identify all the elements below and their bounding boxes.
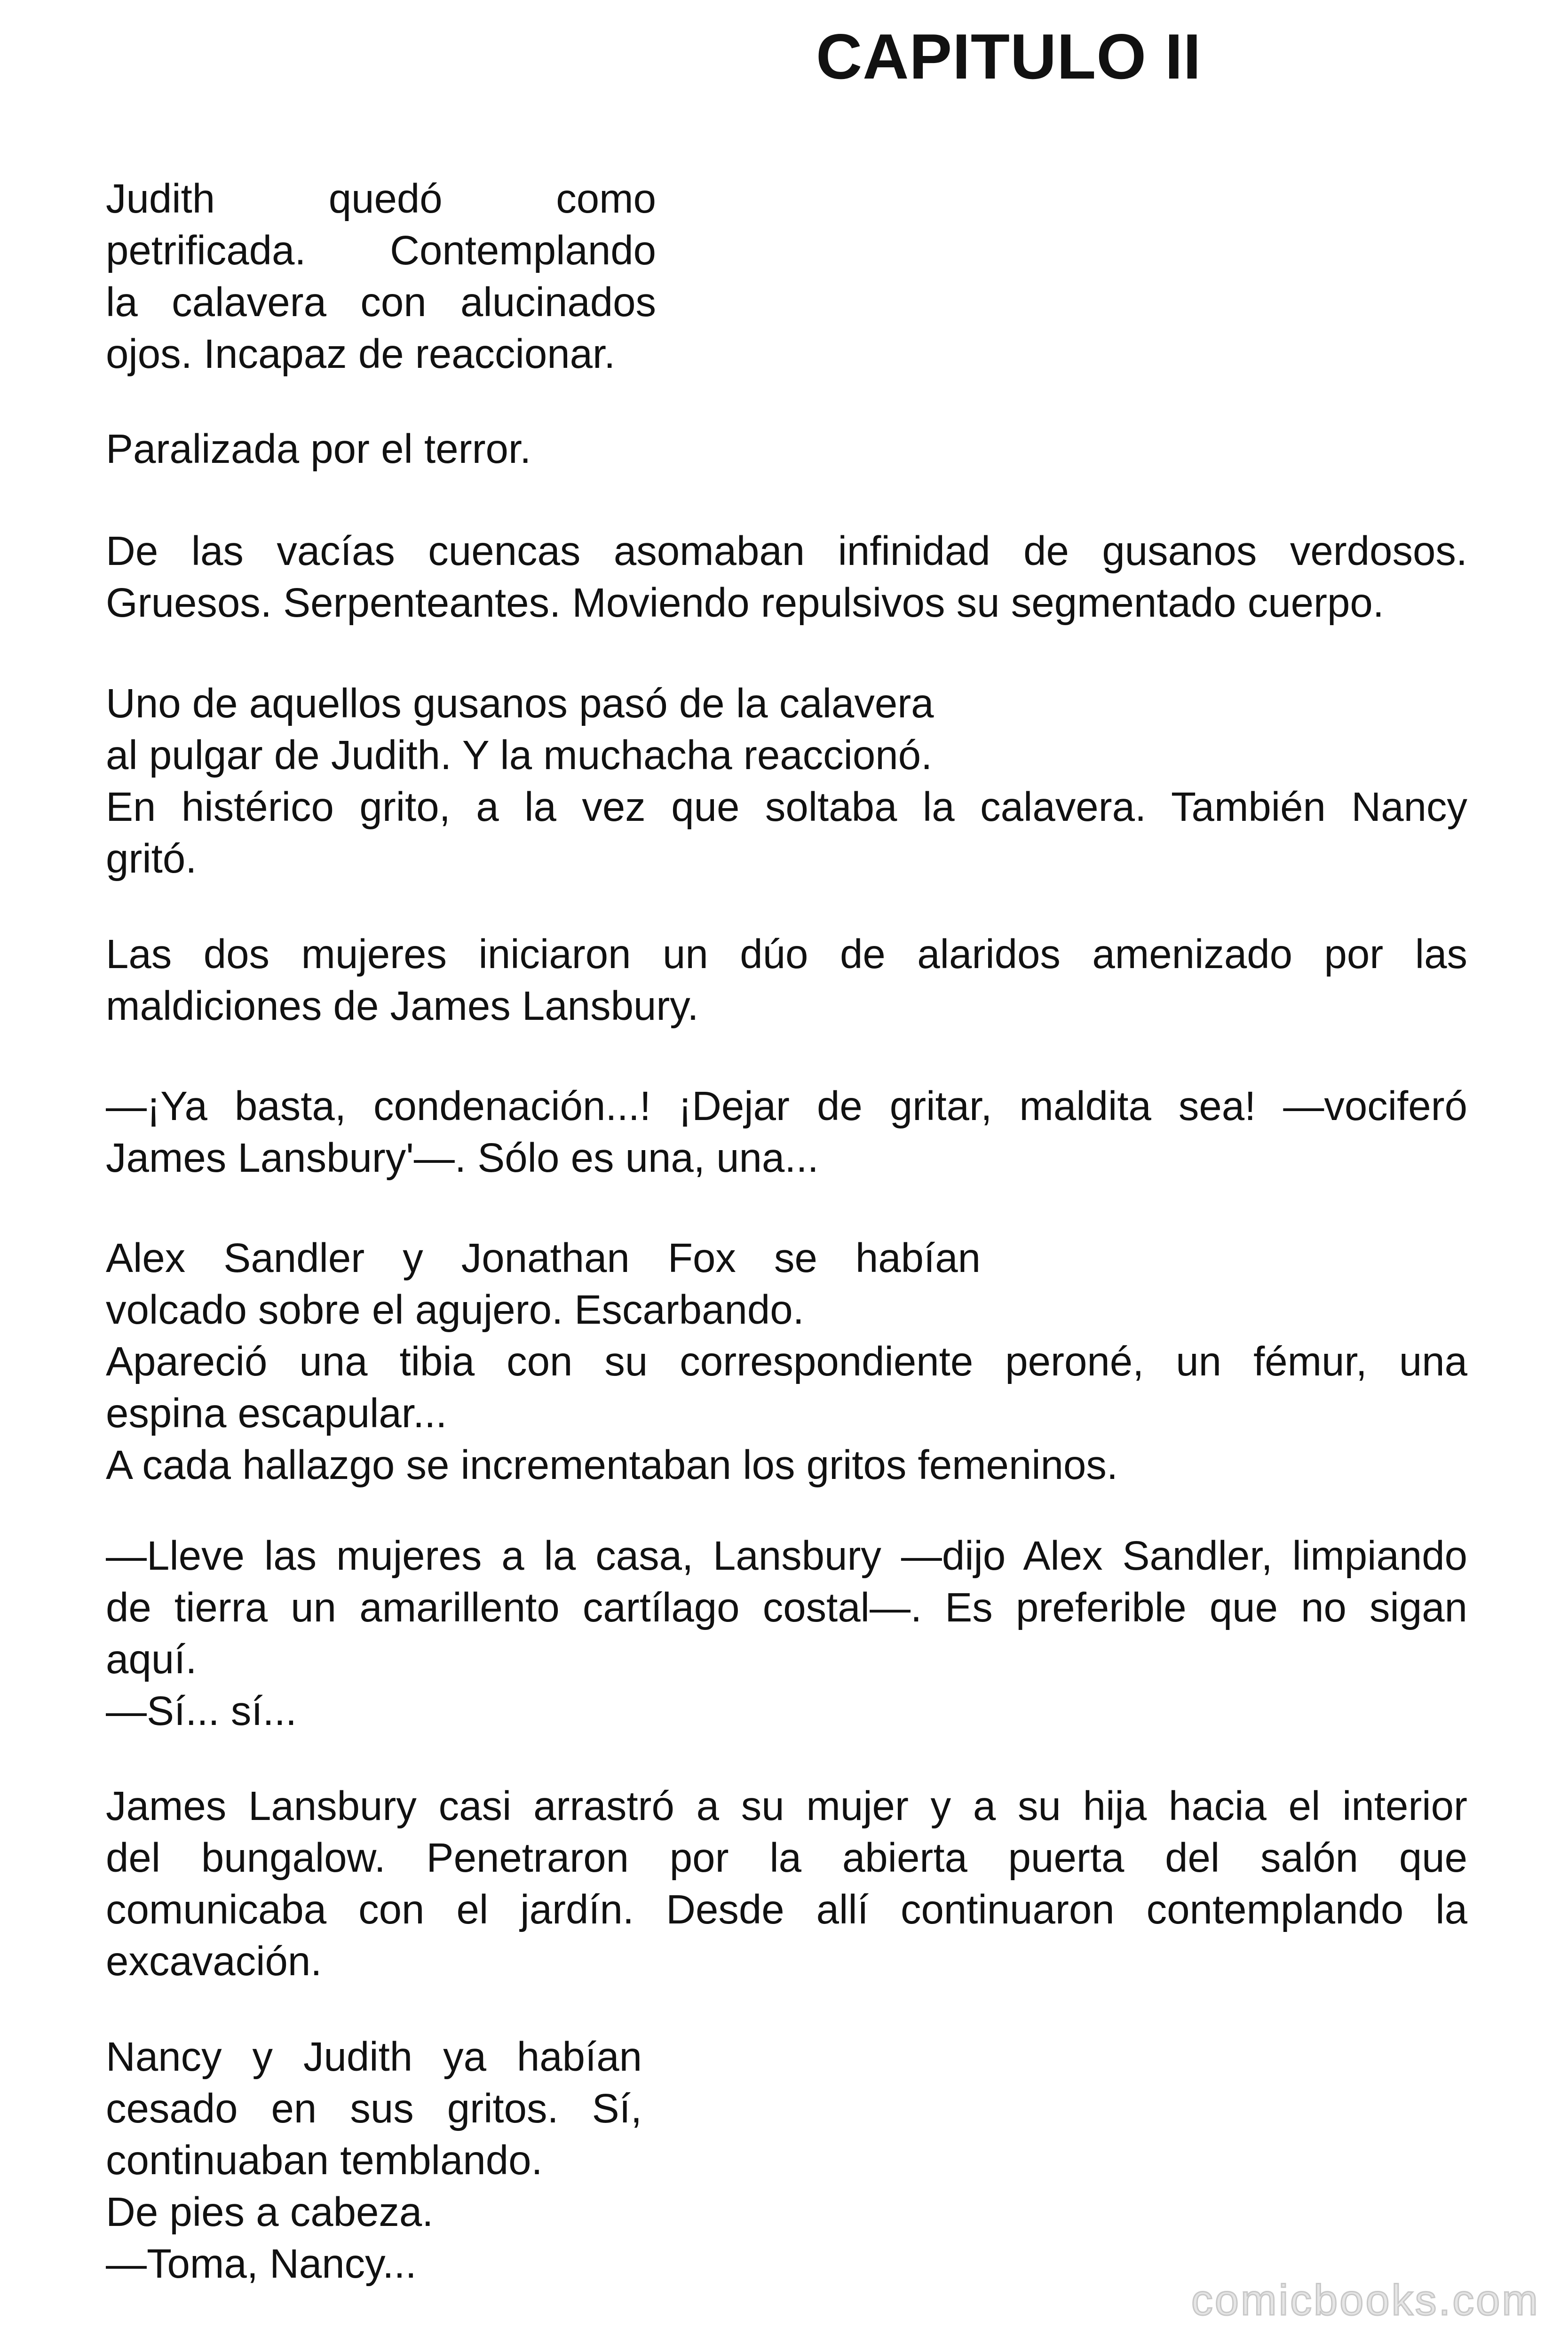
text-line: Uno de aquellos gusanos pasó de la calavera [106,681,934,726]
text-line: A cada hallazgo se incrementaban los gritos femeninos. [106,1442,1118,1488]
text-line: la calavera con alucinados [106,279,656,325]
text-line: Judith quedó como [106,176,656,222]
text-line: Gruesos. Serpenteantes. Moviendo repulsivos su segmentado cuerpo. [106,580,1384,626]
text-line: volcado sobre el agujero. Escarbando. [106,1287,804,1333]
watermark-logo: comicbooks.com [1191,2276,1540,2324]
paragraph-10 [106,2031,642,2290]
paragraph-4 [106,678,1467,885]
text-line: Las dos mujeres iniciaron un dúo de alaridos amenizado por las [106,931,1467,977]
text-line: de tierra un amarillento cartílago costal—. Es preferible que no sigan [106,1585,1467,1630]
text-line: —Toma, Nancy... [106,2241,417,2287]
text-line: al pulgar de Judith. Y la muchacha reaccionó. [106,732,933,778]
paragraph-9 [106,1780,1467,1987]
text-line: gritó. [106,836,197,882]
text-line: De las vacías cuencas asomaban infinidad de gusanos verdosos. [106,528,1467,574]
paragraph-5 [106,929,1467,1032]
text-line: Nancy y Judith ya habían [106,2034,642,2080]
text-line: Paralizada por el terror. [106,426,531,472]
text-line: maldiciones de James Lansbury. [106,983,699,1029]
text-line: De pies a cabeza. [106,2189,434,2235]
text-line: En histérico grito, a la vez que soltaba la calavera. También Nancy [106,784,1467,830]
text-line: excavación. [106,1939,322,1984]
paragraph-2 [106,423,1467,475]
text-line: James Lansbury casi arrastró a su mujer y a su hija hacia el interior [106,1783,1467,1829]
text-line: James Lansbury'—. Sólo es una, una... [106,1135,819,1181]
paragraph-7 [106,1232,1467,1491]
paragraph-3 [106,525,1467,629]
text-line: —¡Ya basta, condenación...! ¡Dejar de gritar, maldita sea! —vociferó [106,1083,1467,1129]
text-line: —Lleve las mujeres a la casa, Lansbury —dijo Alex Sandler, limpiando [106,1533,1467,1579]
text-line: Apareció una tibia con su correspondiente peroné, un fémur, una [106,1339,1467,1384]
paragraph-1 [106,173,656,380]
text-line: cesado en sus gritos. Sí, [106,2086,642,2131]
text-line: petrificada. Contemplando [106,228,656,273]
paragraph-6 [106,1081,1467,1184]
text-line: espina escapular... [106,1391,447,1436]
paragraph-8 [106,1530,1467,1737]
text-line: ojos. Incapaz de reaccionar. [106,331,616,377]
text-line: Alex Sandler y Jonathan Fox se habían [106,1235,981,1281]
text-line: comunicaba con el jardín. Desde allí continuaron contemplando la [106,1887,1467,1932]
text-line: aquí. [106,1637,197,1682]
text-line: —Sí... sí... [106,1688,297,1734]
text-line: continuaban temblando. [106,2137,543,2183]
text-line: del bungalow. Penetraron por la abierta puerta del salón que [106,1835,1467,1881]
chapter-title: CAPITULO II [816,21,1202,92]
